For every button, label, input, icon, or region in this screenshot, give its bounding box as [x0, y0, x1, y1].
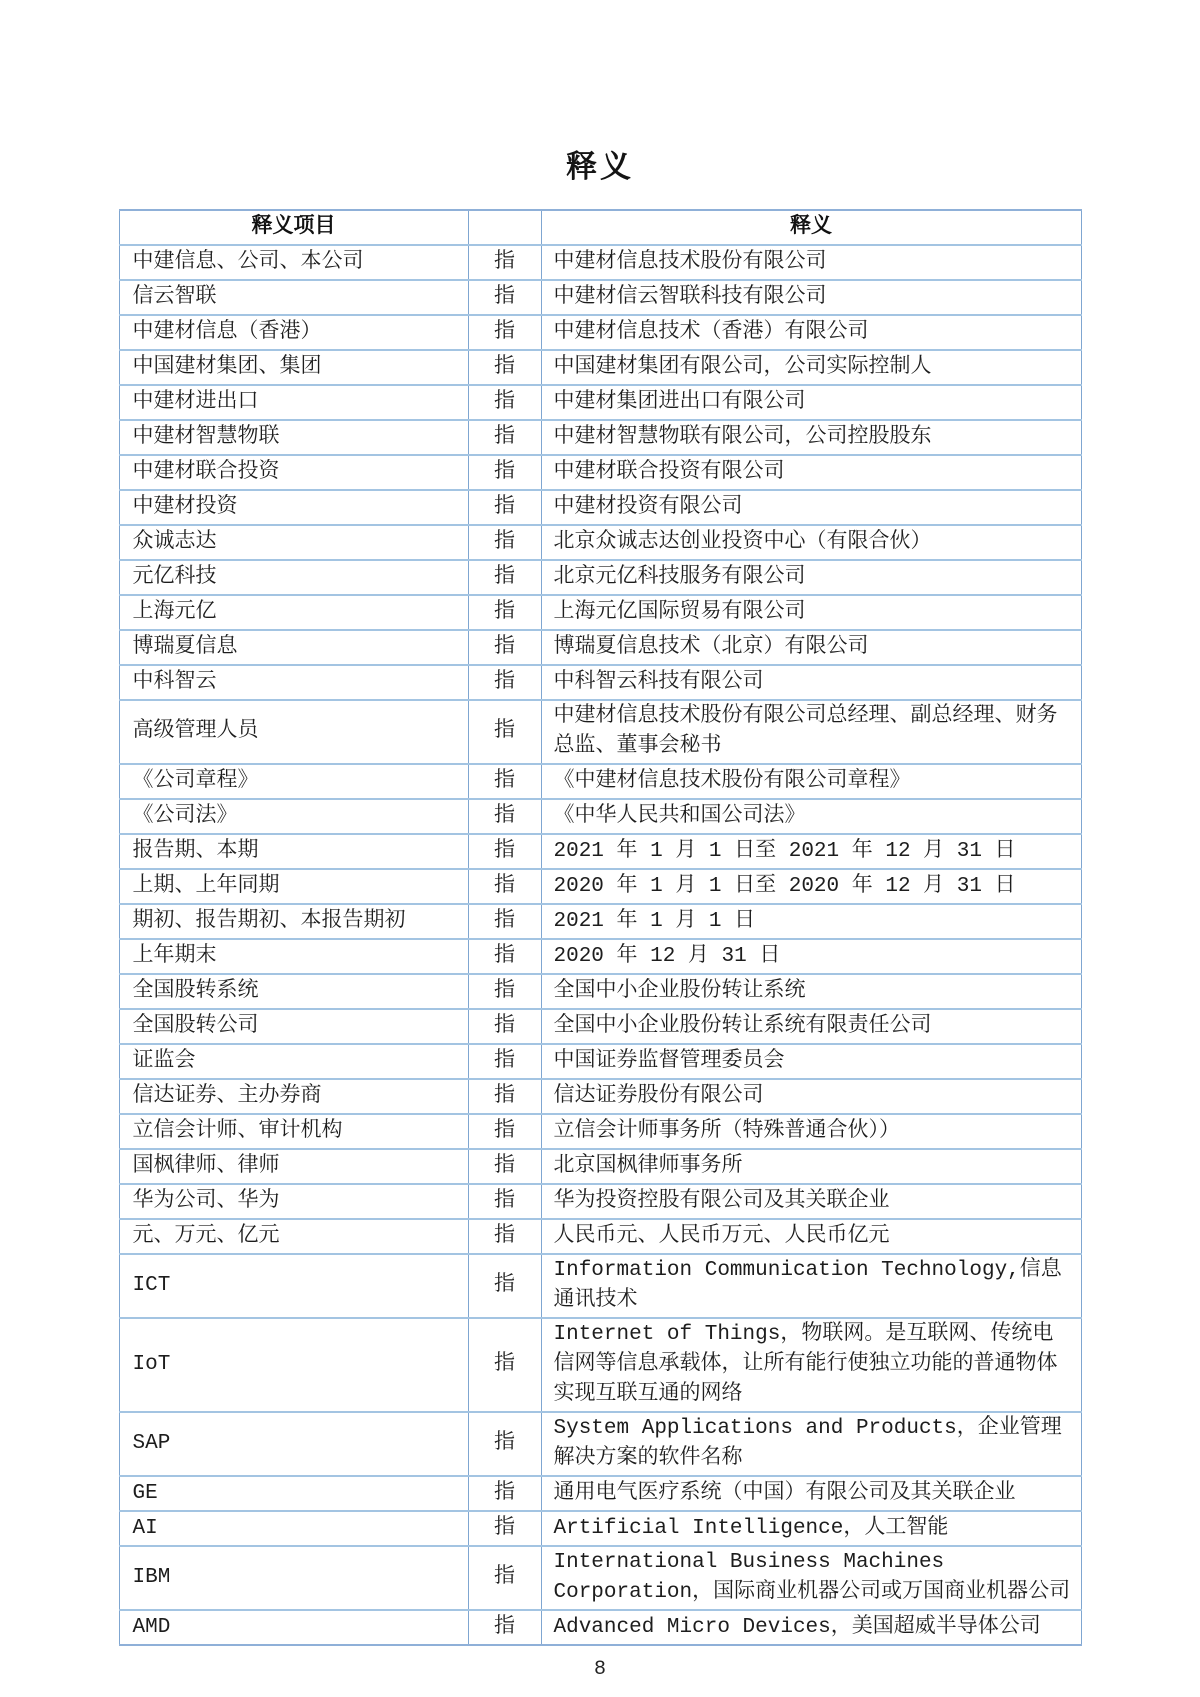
term-cell: 证监会	[119, 1044, 468, 1079]
refers-cell: 指	[468, 1254, 541, 1318]
table-row	[119, 665, 1081, 700]
term-cell: 博瑞夏信息	[119, 630, 468, 665]
refers-cell: 指	[468, 1318, 541, 1412]
table-row	[119, 1079, 1081, 1114]
definition-cell: 中建材信云智联科技有限公司	[541, 280, 1081, 315]
refers-cell: 指	[468, 1184, 541, 1219]
refers-cell: 指	[468, 385, 541, 420]
definition-cell: 2020 年 1 月 1 日至 2020 年 12 月 31 日	[541, 869, 1081, 904]
term-cell: 信云智联	[119, 280, 468, 315]
table-row	[119, 764, 1081, 799]
page-number: 8	[593, 1658, 606, 1681]
definition-cell: International Business Machines Corporation，国际商业机器公司或万国商业机器公司	[541, 1546, 1081, 1610]
refers-cell: 指	[468, 595, 541, 630]
definition-cell: Internet of Things，物联网。是互联网、传统电信网等信息承载体，让所有能行使独立功能的普通物体实现互联互通的网络	[541, 1318, 1081, 1412]
table-row	[119, 869, 1081, 904]
refers-cell: 指	[468, 1044, 541, 1079]
table-row	[119, 939, 1081, 974]
term-cell: IBM	[119, 1546, 468, 1610]
refers-cell: 指	[468, 834, 541, 869]
table-row	[119, 1114, 1081, 1149]
term-cell: 中科智云	[119, 665, 468, 700]
definition-cell: Information Communication Technology,信息通讯技术	[541, 1254, 1081, 1318]
definition-cell: 中建材信息技术股份有限公司总经理、副总经理、财务总监、董事会秘书	[541, 700, 1081, 764]
term-cell: 中建材信息（香港）	[119, 315, 468, 350]
table-row	[119, 1318, 1081, 1412]
term-cell: GE	[119, 1476, 468, 1511]
table-row	[119, 1184, 1081, 1219]
table-header-middle	[468, 210, 541, 245]
refers-cell: 指	[468, 560, 541, 595]
definition-cell: Artificial Intelligence，人工智能	[541, 1511, 1081, 1546]
table-row	[119, 315, 1081, 350]
refers-cell: 指	[468, 764, 541, 799]
term-cell: 《公司法》	[119, 799, 468, 834]
term-cell: 元亿科技	[119, 560, 468, 595]
definition-cell: 信达证券股份有限公司	[541, 1079, 1081, 1114]
table-header-term: 释义项目	[119, 210, 468, 245]
term-cell: 高级管理人员	[119, 700, 468, 764]
refers-cell: 指	[468, 665, 541, 700]
table-header-row	[119, 210, 1081, 245]
term-cell: 《公司章程》	[119, 764, 468, 799]
refers-cell: 指	[468, 630, 541, 665]
page-title: 释义	[566, 149, 634, 184]
definition-cell: 中建材智慧物联有限公司，公司控股股东	[541, 420, 1081, 455]
term-cell: 中建材联合投资	[119, 455, 468, 490]
table-row	[119, 799, 1081, 834]
refers-cell: 指	[468, 490, 541, 525]
term-cell: 元、万元、亿元	[119, 1219, 468, 1254]
term-cell: 中建材进出口	[119, 385, 468, 420]
table-header-definition: 释义	[541, 210, 1081, 245]
refers-cell: 指	[468, 350, 541, 385]
table-row	[119, 974, 1081, 1009]
term-cell: AMD	[119, 1610, 468, 1645]
table-row	[119, 1219, 1081, 1254]
refers-cell: 指	[468, 799, 541, 834]
term-cell: 国枫律师、律师	[119, 1149, 468, 1184]
term-cell: 众诚志达	[119, 525, 468, 560]
term-cell: 华为公司、华为	[119, 1184, 468, 1219]
refers-cell: 指	[468, 525, 541, 560]
definition-cell: 博瑞夏信息技术（北京）有限公司	[541, 630, 1081, 665]
term-cell: 上年期末	[119, 939, 468, 974]
definition-cell: 中建材信息技术股份有限公司	[541, 245, 1081, 280]
refers-cell: 指	[468, 245, 541, 280]
table-row	[119, 1009, 1081, 1044]
term-cell: 上海元亿	[119, 595, 468, 630]
table-row	[119, 700, 1081, 764]
table-row	[119, 595, 1081, 630]
table-row	[119, 245, 1081, 280]
table-row	[119, 385, 1081, 420]
term-cell: IoT	[119, 1318, 468, 1412]
table-row	[119, 1254, 1081, 1318]
definition-cell: 中建材信息技术（香港）有限公司	[541, 315, 1081, 350]
refers-cell: 指	[468, 974, 541, 1009]
term-cell: 上期、上年同期	[119, 869, 468, 904]
term-cell: AI	[119, 1511, 468, 1546]
definition-cell: System Applications and Products，企业管理解决方案的软件名称	[541, 1412, 1081, 1476]
term-cell: 中建材智慧物联	[119, 420, 468, 455]
definition-cell: 中建材集团进出口有限公司	[541, 385, 1081, 420]
refers-cell: 指	[468, 1546, 541, 1610]
definition-cell: 北京众诚志达创业投资中心（有限合伙）	[541, 525, 1081, 560]
table-row	[119, 280, 1081, 315]
table-row	[119, 1044, 1081, 1079]
definition-cell: 通用电气医疗系统（中国）有限公司及其关联企业	[541, 1476, 1081, 1511]
table-row	[119, 834, 1081, 869]
term-cell: 立信会计师、审计机构	[119, 1114, 468, 1149]
refers-cell: 指	[468, 1114, 541, 1149]
refers-cell: 指	[468, 869, 541, 904]
definition-cell: 华为投资控股有限公司及其关联企业	[541, 1184, 1081, 1219]
refers-cell: 指	[468, 904, 541, 939]
term-cell: 期初、报告期初、本报告期初	[119, 904, 468, 939]
refers-cell: 指	[468, 1610, 541, 1645]
definition-cell: 北京国枫律师事务所	[541, 1149, 1081, 1184]
term-cell: 中国建材集团、集团	[119, 350, 468, 385]
definition-cell: 2020 年 12 月 31 日	[541, 939, 1081, 974]
term-cell: 中建信息、公司、本公司	[119, 245, 468, 280]
table-row	[119, 630, 1081, 665]
definition-cell: Advanced Micro Devices，美国超威半导体公司	[541, 1610, 1081, 1645]
definition-cell: 中建材投资有限公司	[541, 490, 1081, 525]
definition-cell: 立信会计师事务所（特殊普通合伙））	[541, 1114, 1081, 1149]
table-row	[119, 1476, 1081, 1511]
refers-cell: 指	[468, 280, 541, 315]
refers-cell: 指	[468, 1149, 541, 1184]
refers-cell: 指	[468, 1412, 541, 1476]
refers-cell: 指	[468, 1476, 541, 1511]
definition-cell: 中国建材集团有限公司，公司实际控制人	[541, 350, 1081, 385]
definition-cell: 中建材联合投资有限公司	[541, 455, 1081, 490]
refers-cell: 指	[468, 1009, 541, 1044]
table-row	[119, 1546, 1081, 1610]
refers-cell: 指	[468, 700, 541, 764]
table-row	[119, 1610, 1081, 1645]
definitions-table-body	[119, 245, 1081, 1645]
refers-cell: 指	[468, 1219, 541, 1254]
refers-cell: 指	[468, 420, 541, 455]
table-row	[119, 490, 1081, 525]
term-cell: ICT	[119, 1254, 468, 1318]
refers-cell: 指	[468, 455, 541, 490]
term-cell: 全国股转系统	[119, 974, 468, 1009]
definition-cell: 人民币元、人民币万元、人民币亿元	[541, 1219, 1081, 1254]
refers-cell: 指	[468, 315, 541, 350]
definitions-table	[119, 209, 1082, 1646]
definition-cell: 全国中小企业股份转让系统	[541, 974, 1081, 1009]
definition-cell: 中国证券监督管理委员会	[541, 1044, 1081, 1079]
definition-cell: 北京元亿科技服务有限公司	[541, 560, 1081, 595]
term-cell: 中建材投资	[119, 490, 468, 525]
table-row	[119, 420, 1081, 455]
definition-cell: 《中华人民共和国公司法》	[541, 799, 1081, 834]
refers-cell: 指	[468, 1511, 541, 1546]
table-row	[119, 1412, 1081, 1476]
table-row	[119, 904, 1081, 939]
table-row	[119, 1511, 1081, 1546]
definition-cell: 上海元亿国际贸易有限公司	[541, 595, 1081, 630]
term-cell: 全国股转公司	[119, 1009, 468, 1044]
definition-cell: 2021 年 1 月 1 日至 2021 年 12 月 31 日	[541, 834, 1081, 869]
term-cell: SAP	[119, 1412, 468, 1476]
table-row	[119, 455, 1081, 490]
table-row	[119, 350, 1081, 385]
definition-cell: 中科智云科技有限公司	[541, 665, 1081, 700]
definition-cell: 全国中小企业股份转让系统有限责任公司	[541, 1009, 1081, 1044]
term-cell: 信达证券、主办券商	[119, 1079, 468, 1114]
refers-cell: 指	[468, 939, 541, 974]
term-cell: 报告期、本期	[119, 834, 468, 869]
definition-cell: 《中建材信息技术股份有限公司章程》	[541, 764, 1081, 799]
refers-cell: 指	[468, 1079, 541, 1114]
table-row	[119, 560, 1081, 595]
table-row	[119, 1149, 1081, 1184]
definition-cell: 2021 年 1 月 1 日	[541, 904, 1081, 939]
table-row	[119, 525, 1081, 560]
